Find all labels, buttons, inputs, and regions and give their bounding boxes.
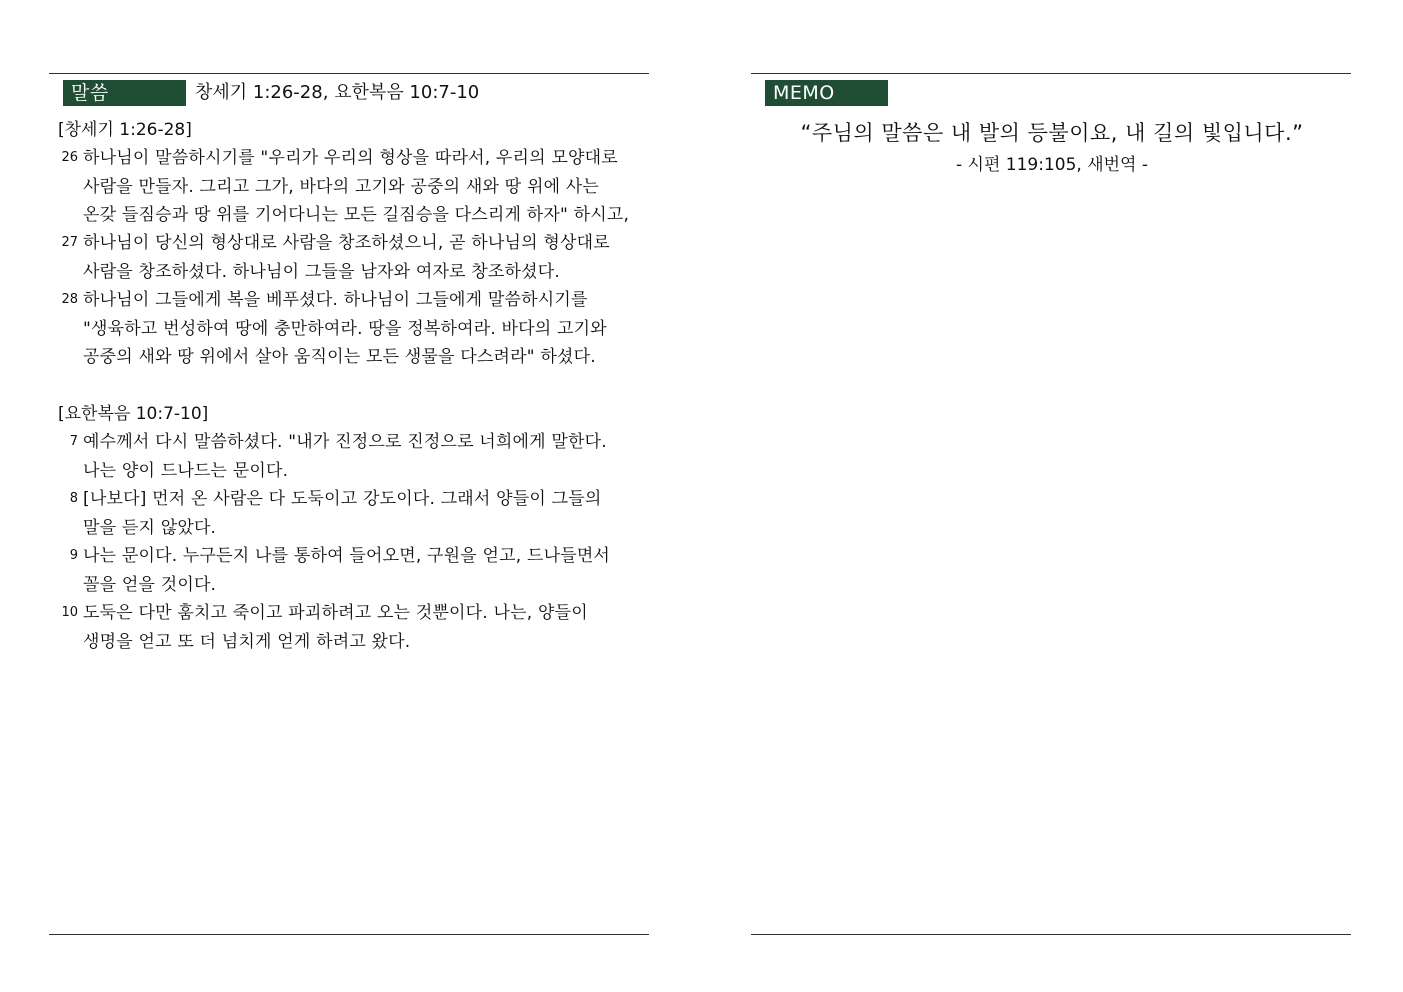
verse-line: 하나님이 그들에게 복을 베푸셨다. 하나님이 그들에게 말씀하시기를	[83, 290, 588, 310]
section-heading-john: [요한복음 10:7-10]	[58, 404, 209, 424]
verse-line: 사람을 창조하셨다. 하나님이 그들을 남자와 여자로 창조하셨다.	[83, 261, 561, 282]
verse-line: "생육하고 번성하여 땅에 충만하여라. 땅을 정복하여라. 바다의 고기와	[83, 318, 607, 339]
verse-genesis-28	[58, 286, 644, 372]
verse-genesis-26	[58, 144, 644, 230]
verse-text	[83, 144, 644, 230]
verse-number: 10	[61, 605, 78, 620]
memo-label: MEMO	[765, 80, 888, 106]
verse-line: [나보다] 먼저 온 사람은 다 도둑이고 강도이다. 그래서 양들이 그들의	[83, 489, 602, 509]
verse-text	[83, 286, 644, 372]
verse-line: 공중의 새와 땅 위에서 살아 움직이는 모든 생물을 다스려라" 하셨다.	[83, 347, 596, 367]
verse-john-7	[58, 428, 644, 485]
left-top-rule	[49, 73, 649, 74]
scripture-reference: 창세기 1:26-28, 요한복음 10:7-10	[195, 82, 480, 103]
verse-number: 7	[69, 434, 78, 449]
section-heading-genesis: [창세기 1:26-28]	[58, 120, 192, 140]
verse-john-10	[58, 599, 644, 656]
verse-line: 생명을 얻고 또 더 넘치게 얻게 하려고 왔다.	[83, 631, 411, 652]
verse-line: 사람을 만들자. 그리고 그가, 바다의 고기와 공중의 새와 땅 위에 사는	[83, 176, 600, 197]
verse-line: 도둑은 다만 훔치고 죽이고 파괴하려고 오는 것뿐이다. 나는, 양들이	[83, 603, 588, 623]
verse-john-8	[58, 485, 644, 542]
verse-genesis-27	[58, 229, 644, 286]
verse-text	[83, 485, 644, 542]
verse-line: 꼴을 얻을 것이다.	[83, 574, 217, 595]
verse-number: 8	[69, 491, 78, 506]
verse-text	[83, 428, 644, 485]
verse-text	[83, 542, 644, 599]
verse-number: 9	[69, 548, 78, 563]
verse-number: 26	[61, 150, 78, 165]
right-bottom-rule	[751, 934, 1351, 935]
left-bottom-rule	[49, 934, 649, 935]
verse-line: 하나님이 말씀하시기를 "우리가 우리의 형상을 따라서, 우리의 모양대로	[83, 148, 618, 168]
verse-line: 예수께서 다시 말씀하셨다. "내가 진정으로 진정으로 너희에게 말한다.	[83, 432, 607, 452]
verse-line: 나는 양이 드나드는 문이다.	[83, 460, 289, 481]
verse-text	[83, 229, 644, 286]
verse-john-9	[58, 542, 644, 599]
verse-number: 28	[61, 292, 78, 307]
memo-quote-source: - 시편 119:105, 새번역 -	[955, 155, 1149, 175]
memo-quote: “주님의 말씀은 내 발의 등불이요, 내 길의 빛입니다.”	[800, 121, 1304, 145]
verse-line: 하나님이 당신의 형상대로 사람을 창조하셨으니, 곧 하나님의 형상대로	[83, 233, 610, 253]
verse-line: 말을 듣지 않았다.	[83, 517, 217, 538]
verse-text	[83, 599, 644, 656]
right-top-rule	[751, 73, 1351, 74]
word-label: 말씀	[63, 80, 186, 106]
verse-line: 나는 문이다. 누구든지 나를 통하여 들어오면, 구원을 얻고, 드나들면서	[83, 546, 611, 566]
verse-number: 27	[61, 235, 78, 250]
verse-line: 온갖 들짐승과 땅 위를 기어다니는 모든 길짐승을 다스리게 하자" 하시고,	[83, 205, 630, 225]
